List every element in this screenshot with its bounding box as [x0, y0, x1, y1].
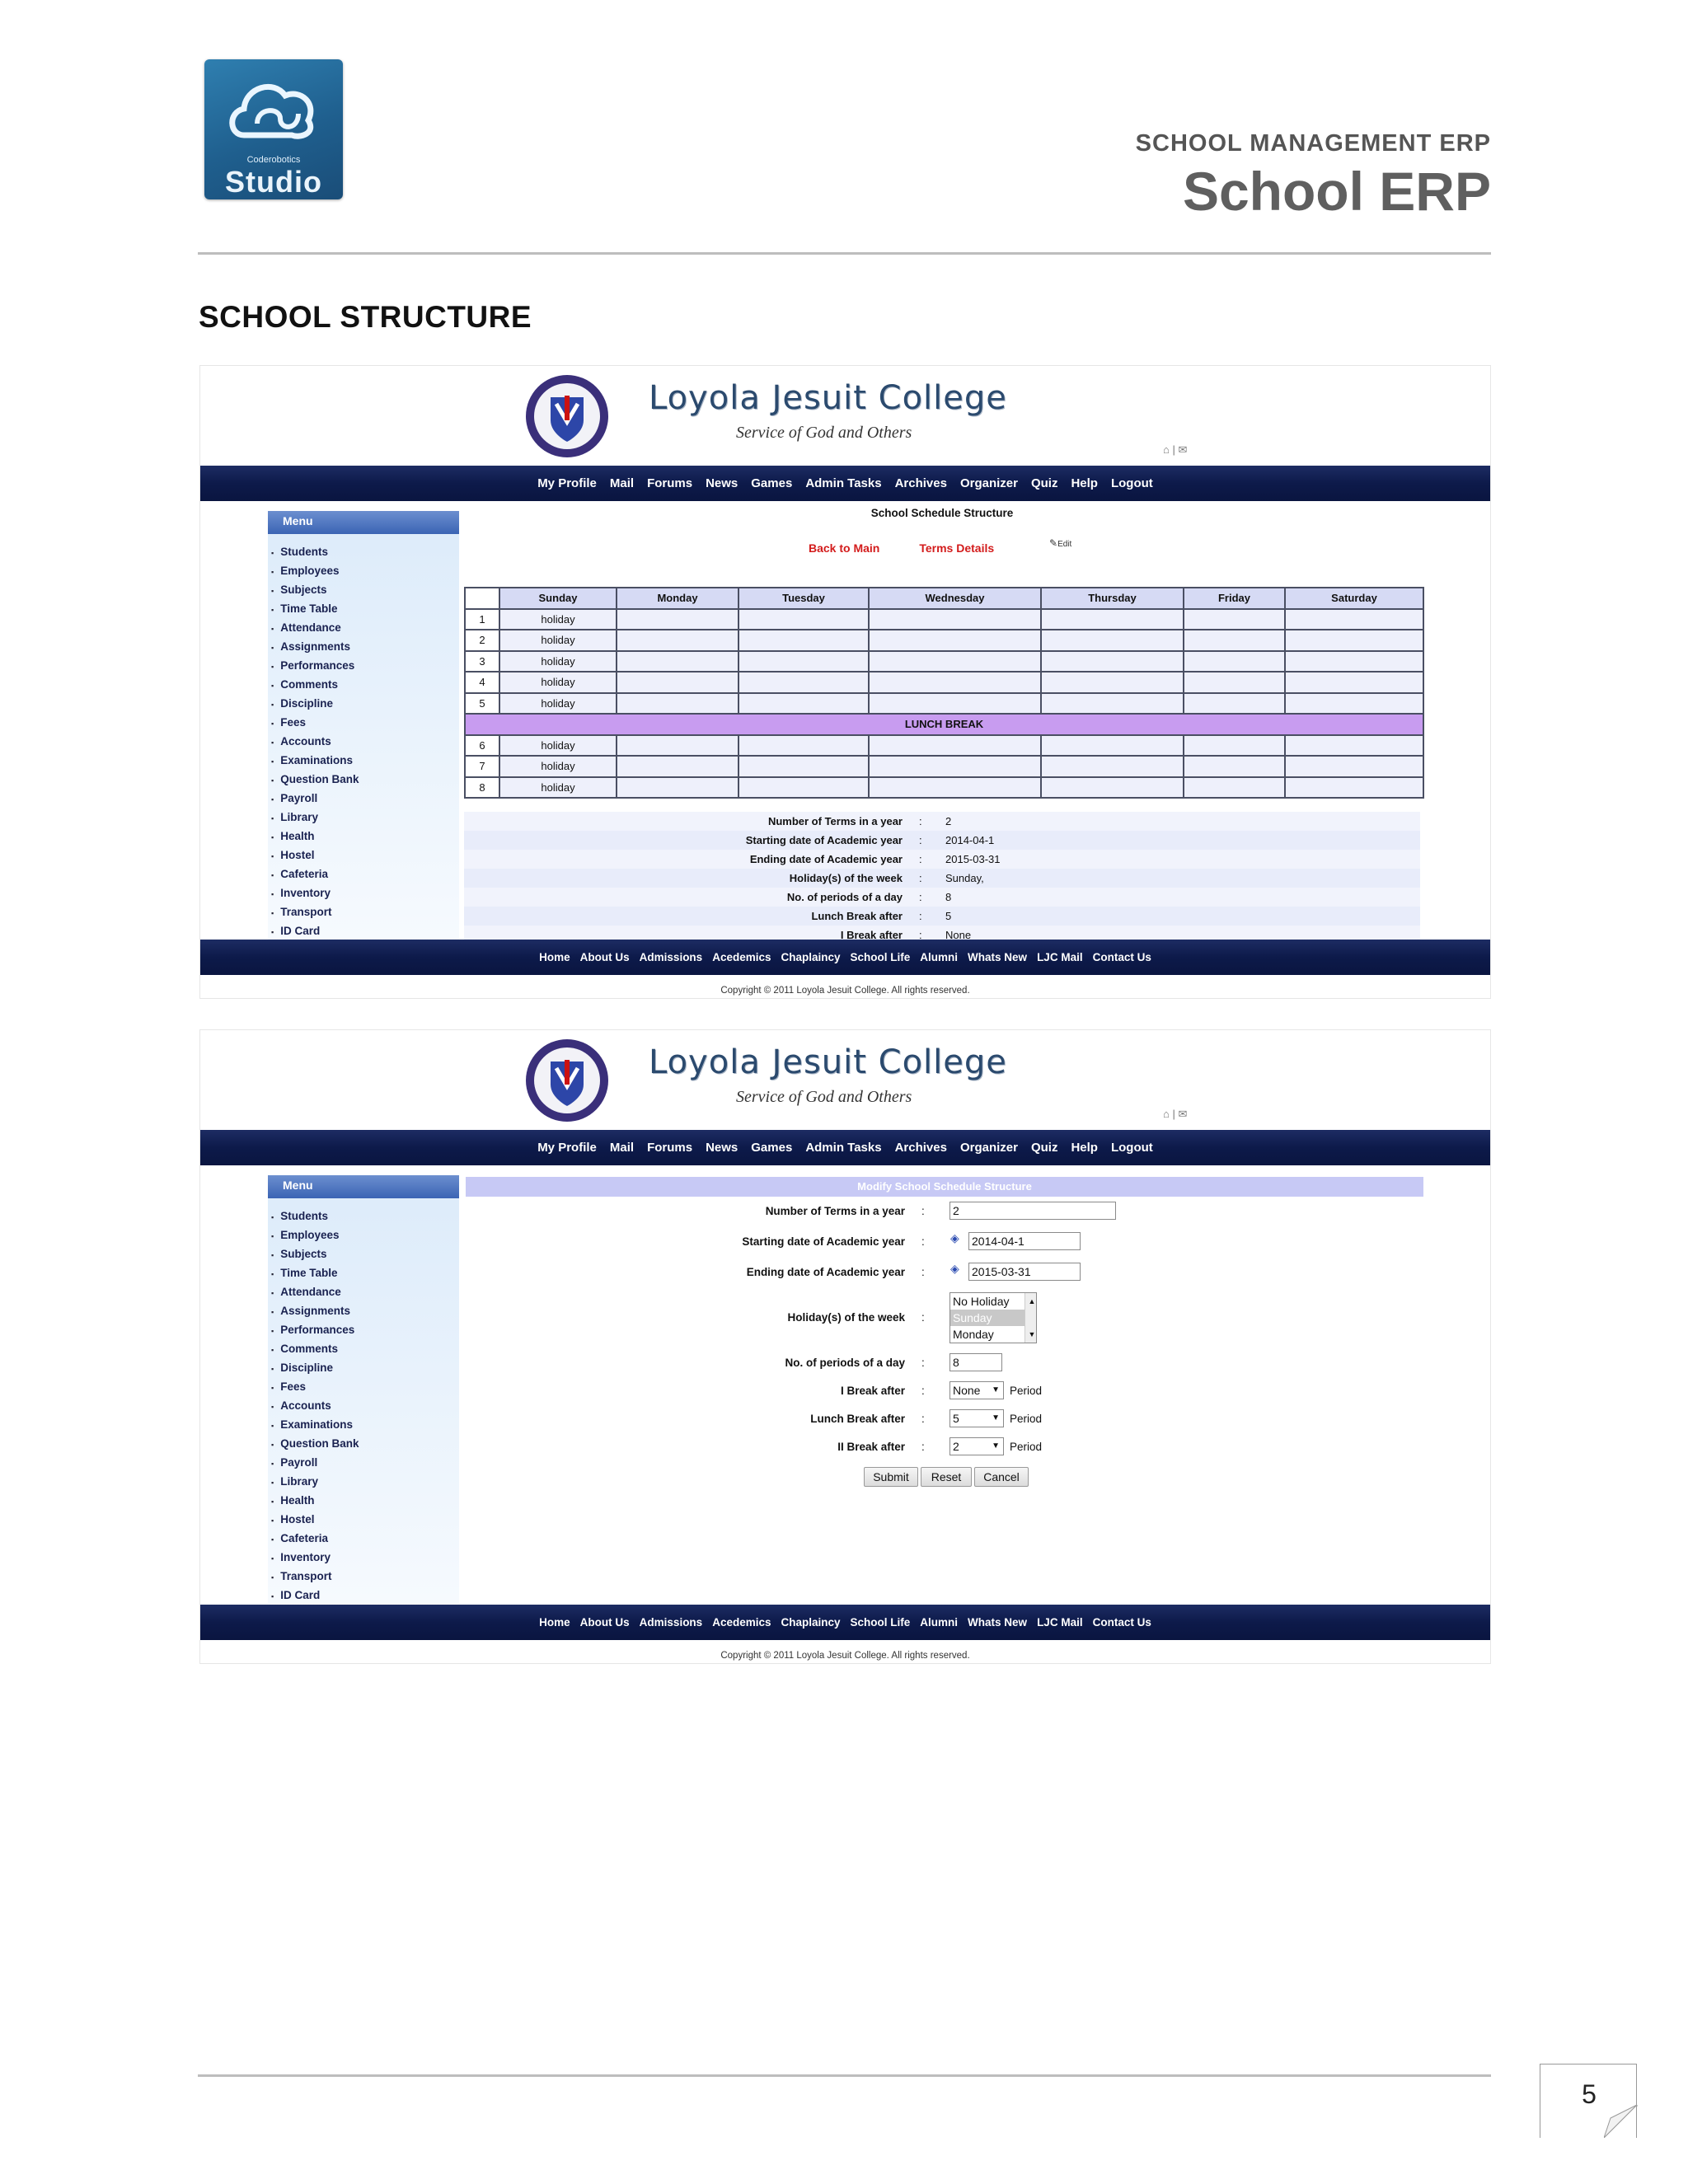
lunch-value: 5: [953, 1412, 959, 1425]
table-row: [465, 630, 1423, 651]
periods-label: No. of periods of a day: [785, 1357, 905, 1369]
schedule-table: [464, 587, 1424, 799]
menu-item-students[interactable]: ▪ Students: [268, 542, 459, 561]
menu-item-assignments[interactable]: ▪ Assignments: [268, 1301, 459, 1320]
brand-small-text: Coderobotics: [246, 155, 301, 165]
footer-navbar: [200, 1605, 1490, 1640]
col-header-saturday: Saturday: [1285, 588, 1423, 609]
break2-value: 2: [953, 1440, 959, 1453]
info-row: [464, 888, 1420, 907]
footer-chaplaincy[interactable]: Chaplaincy: [781, 1616, 841, 1629]
menu-item-inventory[interactable]: ▪ Inventory: [268, 1548, 459, 1567]
menu-item-subjects[interactable]: ▪ Subjects: [268, 1244, 459, 1263]
menu-item-attendance[interactable]: ▪ Attendance: [268, 618, 459, 637]
college-crest-icon: [523, 1037, 611, 1124]
menu-item-employees[interactable]: ▪ Employees: [268, 1226, 459, 1244]
info-colon: :: [919, 891, 922, 903]
break1-period-suffix: Period: [1010, 1385, 1043, 1397]
terms-colon: :: [921, 1205, 925, 1217]
nav-admin-tasks[interactable]: Admin Tasks: [805, 1141, 882, 1155]
menu-item-subjects[interactable]: ▪ Subjects: [268, 580, 459, 599]
nav-quiz[interactable]: Quiz: [1030, 476, 1058, 490]
footer-school-life[interactable]: School Life: [850, 951, 911, 963]
menu-item-performances[interactable]: ▪ Performances: [268, 656, 459, 675]
side-menu: [268, 511, 459, 940]
nav-games[interactable]: Games: [751, 476, 793, 490]
info-row: [464, 850, 1420, 869]
corner-cell: [465, 588, 499, 609]
menu-item-employees[interactable]: ▪ Employees: [268, 561, 459, 580]
schedule-links: [809, 541, 1034, 555]
table-row: [465, 735, 1423, 757]
back-to-main-link[interactable]: Back to Main: [809, 541, 880, 555]
break1-value: None: [953, 1384, 981, 1397]
nav-news[interactable]: News: [706, 1141, 738, 1155]
info-label: Holiday(s) of the week: [789, 872, 903, 884]
reset-button[interactable]: Reset: [921, 1467, 972, 1487]
footer-whats-new[interactable]: Whats New: [968, 951, 1028, 963]
footer-contact-us[interactable]: Contact Us: [1092, 1616, 1151, 1629]
period-number: 6: [465, 735, 499, 757]
period-number: 1: [465, 609, 499, 630]
start-date-input[interactable]: 2014-04-1: [968, 1232, 1081, 1250]
info-colon: :: [919, 834, 922, 846]
menu-item-accounts[interactable]: ▪ Accounts: [268, 1396, 459, 1415]
period-number: 7: [465, 756, 499, 777]
home-icon[interactable]: ⌂ | ✉: [1163, 1108, 1188, 1120]
footer-admissions[interactable]: Admissions: [639, 1616, 703, 1629]
info-value: None: [945, 929, 972, 940]
info-colon: :: [919, 872, 922, 884]
menu-item-question-bank[interactable]: ▪ Question Bank: [268, 1434, 459, 1453]
menu-item-accounts[interactable]: ▪ Accounts: [268, 732, 459, 751]
menu-item-id-card[interactable]: ▪ ID Card: [268, 1586, 459, 1604]
period-number: 2: [465, 630, 499, 651]
menu-item-id-card[interactable]: ▪ ID Card: [268, 921, 459, 940]
nav-help[interactable]: Help: [1071, 1141, 1098, 1155]
calendar-icon[interactable]: ◈: [950, 1262, 959, 1275]
menu-item-transport[interactable]: ▪ Transport: [268, 1567, 459, 1586]
break1-colon: :: [921, 1385, 925, 1397]
nav-organizer[interactable]: Organizer: [959, 476, 1018, 490]
menu-item-hostel[interactable]: ▪ Hostel: [268, 1510, 459, 1529]
footer-home[interactable]: Home: [539, 1616, 570, 1629]
holiday-option-selected[interactable]: Sunday: [950, 1310, 1036, 1326]
document-subtitle: SCHOOL MANAGEMENT ERP: [1135, 130, 1491, 157]
info-colon: :: [919, 929, 922, 940]
menu-item-cafeteria[interactable]: ▪ Cafeteria: [268, 1529, 459, 1548]
schedule-info-list: [464, 812, 1420, 940]
menu-item-health[interactable]: ▪ Health: [268, 827, 459, 846]
col-header-monday: Monday: [617, 588, 738, 609]
col-header-tuesday: Tuesday: [738, 588, 869, 609]
table-row: [465, 672, 1423, 693]
info-value: 2014-04-1: [945, 834, 995, 846]
info-row: [464, 926, 1420, 940]
info-row: [464, 812, 1420, 831]
period-number: 8: [465, 777, 499, 799]
footer-alumni[interactable]: Alumni: [920, 951, 959, 963]
period-cell: holiday: [499, 777, 617, 799]
brand-name: Studio: [225, 165, 322, 199]
info-label: Lunch Break after: [811, 910, 903, 922]
college-name: Loyola Jesuit College: [649, 379, 1007, 417]
college-motto: Service of God and Others: [736, 424, 912, 442]
college-crest-icon: [523, 373, 611, 460]
top-navbar: [200, 1130, 1490, 1165]
footer-chaplaincy[interactable]: Chaplaincy: [781, 951, 841, 963]
calendar-icon[interactable]: ◈: [950, 1231, 959, 1244]
dropdown-arrow-icon: ▼: [992, 1413, 1000, 1422]
info-value: 2: [945, 815, 952, 827]
lunch-break-row: [465, 714, 1423, 735]
dropdown-arrow-icon: ▼: [992, 1385, 1000, 1394]
menu-item-fees[interactable]: ▪ Fees: [268, 1377, 459, 1396]
holiday-option[interactable]: No Holiday: [953, 1295, 1010, 1308]
break2-label: II Break after: [837, 1441, 905, 1453]
info-colon: :: [919, 910, 922, 922]
period-cell: holiday: [499, 735, 617, 757]
footer-alumni[interactable]: Alumni: [920, 1616, 959, 1629]
footer-acedemics[interactable]: Acedemics: [712, 951, 771, 963]
schedule-title: School Schedule Structure: [870, 507, 1014, 519]
nav-admin-tasks[interactable]: Admin Tasks: [805, 476, 882, 490]
nav-forums[interactable]: Forums: [647, 476, 693, 490]
footer-ljc-mail[interactable]: LJC Mail: [1037, 1616, 1083, 1629]
info-label: Ending date of Academic year: [749, 853, 903, 865]
menu-item-discipline[interactable]: ▪ Discipline: [268, 694, 459, 713]
top-navbar: [200, 466, 1490, 501]
copyright-text: Copyright © 2011 Loyola Jesuit College. All rights reserved.: [720, 986, 970, 996]
nav-mail[interactable]: Mail: [609, 1141, 635, 1155]
table-row: [465, 777, 1423, 799]
terms-input[interactable]: 2: [950, 1202, 1116, 1220]
info-value: 2015-03-31: [945, 853, 1001, 865]
break2-select[interactable]: [950, 1437, 1004, 1455]
nav-logout[interactable]: Logout: [1110, 476, 1153, 490]
lunch-break-label: LUNCH BREAK: [465, 714, 1423, 735]
info-row: [464, 907, 1420, 926]
footer-home[interactable]: Home: [539, 951, 570, 963]
table-row: [465, 756, 1423, 777]
menu-item-cafeteria[interactable]: ▪ Cafeteria: [268, 865, 459, 883]
table-row: [465, 693, 1423, 715]
menu-item-payroll[interactable]: ▪ Payroll: [268, 789, 459, 808]
footer-admissions[interactable]: Admissions: [639, 951, 703, 963]
period-number: 4: [465, 672, 499, 693]
info-row: [464, 869, 1420, 888]
site-header: [200, 366, 1490, 466]
end-date-input[interactable]: 2015-03-31: [968, 1263, 1081, 1281]
footer-divider: [198, 2074, 1491, 2077]
cancel-button[interactable]: Cancel: [974, 1467, 1029, 1487]
info-label: No. of periods of a day: [786, 891, 903, 903]
footer-acedemics[interactable]: Acedemics: [712, 1616, 771, 1629]
start-date-label: Starting date of Academic year: [742, 1235, 905, 1248]
footer-whats-new[interactable]: Whats New: [968, 1616, 1028, 1629]
nav-my-profile[interactable]: My Profile: [537, 1141, 597, 1155]
period-cell: holiday: [499, 609, 617, 630]
nav-quiz[interactable]: Quiz: [1030, 1141, 1058, 1155]
table-row: [465, 609, 1423, 630]
nav-mail[interactable]: Mail: [609, 476, 635, 490]
nav-archives[interactable]: Archives: [894, 1141, 947, 1155]
page-number: 5: [1582, 2079, 1597, 2109]
nav-help[interactable]: Help: [1071, 476, 1098, 490]
menu-item-assignments[interactable]: ▪ Assignments: [268, 637, 459, 656]
edit-icon[interactable]: ✎Edit: [1049, 537, 1072, 549]
period-cell: holiday: [499, 756, 617, 777]
info-value: 8: [945, 891, 952, 903]
menu-item-question-bank[interactable]: ▪ Question Bank: [268, 770, 459, 789]
terms-label: Number of Terms in a year: [765, 1205, 905, 1217]
footer-navbar: [200, 940, 1490, 975]
menu-item-hostel[interactable]: ▪ Hostel: [268, 846, 459, 865]
studio-logo: [204, 59, 343, 199]
page-curl-icon: [1604, 2105, 1639, 2138]
menu-item-inventory[interactable]: ▪ Inventory: [268, 883, 459, 902]
menu-item-time-table[interactable]: ▪ Time Table: [268, 1263, 459, 1282]
end-date-colon: :: [921, 1266, 925, 1278]
period-cell: holiday: [499, 672, 617, 693]
lunch-period-suffix: Period: [1010, 1413, 1043, 1425]
table-row: [465, 651, 1423, 673]
menu-item-transport[interactable]: ▪ Transport: [268, 902, 459, 921]
menu-item-time-table[interactable]: ▪ Time Table: [268, 599, 459, 618]
nav-logout[interactable]: Logout: [1110, 1141, 1153, 1155]
nav-games[interactable]: Games: [751, 1141, 793, 1155]
college-name: Loyola Jesuit College: [649, 1043, 1007, 1081]
info-colon: :: [919, 853, 922, 865]
menu-item-library[interactable]: ▪ Library: [268, 808, 459, 827]
nav-news[interactable]: News: [706, 476, 738, 490]
menu-item-payroll[interactable]: ▪ Payroll: [268, 1453, 459, 1472]
footer-about-us[interactable]: About Us: [579, 1616, 630, 1629]
nav-my-profile[interactable]: My Profile: [537, 476, 597, 490]
nav-organizer[interactable]: Organizer: [959, 1141, 1018, 1155]
period-cell: holiday: [499, 693, 617, 715]
listbox-scrollbar[interactable]: ▲ ▼: [1025, 1293, 1036, 1343]
menu-header: Menu: [268, 1175, 459, 1198]
col-header-friday: Friday: [1184, 588, 1285, 609]
menu-item-students[interactable]: ▪ Students: [268, 1207, 459, 1226]
break2-colon: :: [921, 1441, 925, 1453]
holiday-option[interactable]: Monday: [953, 1328, 994, 1341]
menu-item-fees[interactable]: ▪ Fees: [268, 713, 459, 732]
schedule-view-screenshot: [199, 365, 1491, 999]
period-cell: holiday: [499, 630, 617, 651]
submit-button[interactable]: Submit: [864, 1467, 918, 1487]
edit-label: Edit: [1057, 540, 1072, 549]
footer-ljc-mail[interactable]: LJC Mail: [1037, 951, 1083, 963]
info-label: I Break after: [840, 929, 903, 940]
copyright-text: Copyright © 2011 Loyola Jesuit College. All rights reserved.: [720, 1651, 970, 1661]
lunch-label: Lunch Break after: [810, 1413, 905, 1425]
terms-details-link[interactable]: Terms Details: [919, 541, 995, 555]
header-divider: [198, 252, 1491, 255]
periods-colon: :: [921, 1357, 925, 1369]
footer-contact-us[interactable]: Contact Us: [1092, 951, 1151, 963]
menu-item-health[interactable]: ▪ Health: [268, 1491, 459, 1510]
site-header: [200, 1030, 1490, 1130]
menu-item-discipline[interactable]: ▪ Discipline: [268, 1358, 459, 1377]
break2-period-suffix: Period: [1010, 1441, 1043, 1453]
col-header-wednesday: Wednesday: [869, 588, 1041, 609]
info-label: Starting date of Academic year: [745, 834, 903, 846]
schedule-edit-screenshot: [199, 1029, 1491, 1664]
menu-item-library[interactable]: ▪ Library: [268, 1472, 459, 1491]
col-header-sunday: Sunday: [499, 588, 617, 609]
side-menu: [268, 1175, 459, 1604]
holiday-colon: :: [921, 1311, 925, 1324]
home-icon[interactable]: ⌂ | ✉: [1163, 443, 1188, 456]
dropdown-arrow-icon: ▼: [992, 1441, 1000, 1451]
col-header-thursday: Thursday: [1041, 588, 1184, 609]
end-date-label: Ending date of Academic year: [746, 1266, 905, 1278]
lunch-colon: :: [921, 1413, 925, 1425]
info-label: Number of Terms in a year: [767, 815, 903, 827]
info-value: 5: [945, 910, 952, 922]
holiday-label: Holiday(s) of the week: [787, 1311, 905, 1324]
table-header-row: [465, 588, 1423, 609]
break1-select[interactable]: [950, 1381, 1004, 1399]
info-value: Sunday,: [945, 872, 984, 884]
modify-schedule-title: Modify School Schedule Structure: [466, 1177, 1423, 1197]
holiday-multiselect[interactable]: [950, 1292, 1037, 1343]
menu-item-comments[interactable]: ▪ Comments: [268, 1339, 459, 1358]
menu-item-comments[interactable]: ▪ Comments: [268, 675, 459, 694]
periods-input[interactable]: 8: [950, 1353, 1002, 1371]
college-motto: Service of God and Others: [736, 1088, 912, 1106]
menu-item-attendance[interactable]: ▪ Attendance: [268, 1282, 459, 1301]
period-number: 3: [465, 651, 499, 673]
nav-forums[interactable]: Forums: [647, 1141, 693, 1155]
nav-archives[interactable]: Archives: [894, 476, 947, 490]
info-colon: :: [919, 815, 922, 827]
section-heading: SCHOOL STRUCTURE: [199, 300, 532, 334]
info-row: [464, 831, 1420, 850]
cloud-logo-icon: [226, 71, 321, 150]
period-number: 5: [465, 693, 499, 715]
footer-about-us[interactable]: About Us: [579, 951, 630, 963]
break1-label: I Break after: [840, 1385, 905, 1397]
lunch-select[interactable]: [950, 1409, 1004, 1427]
menu-item-performances[interactable]: ▪ Performances: [268, 1320, 459, 1339]
document-title: School ERP: [1182, 161, 1491, 222]
start-date-colon: :: [921, 1235, 925, 1248]
menu-header: Menu: [268, 511, 459, 534]
footer-school-life[interactable]: School Life: [850, 1616, 911, 1629]
period-cell: holiday: [499, 651, 617, 673]
menu-item-examinations[interactable]: ▪ Examinations: [268, 1415, 459, 1434]
menu-item-examinations[interactable]: ▪ Examinations: [268, 751, 459, 770]
